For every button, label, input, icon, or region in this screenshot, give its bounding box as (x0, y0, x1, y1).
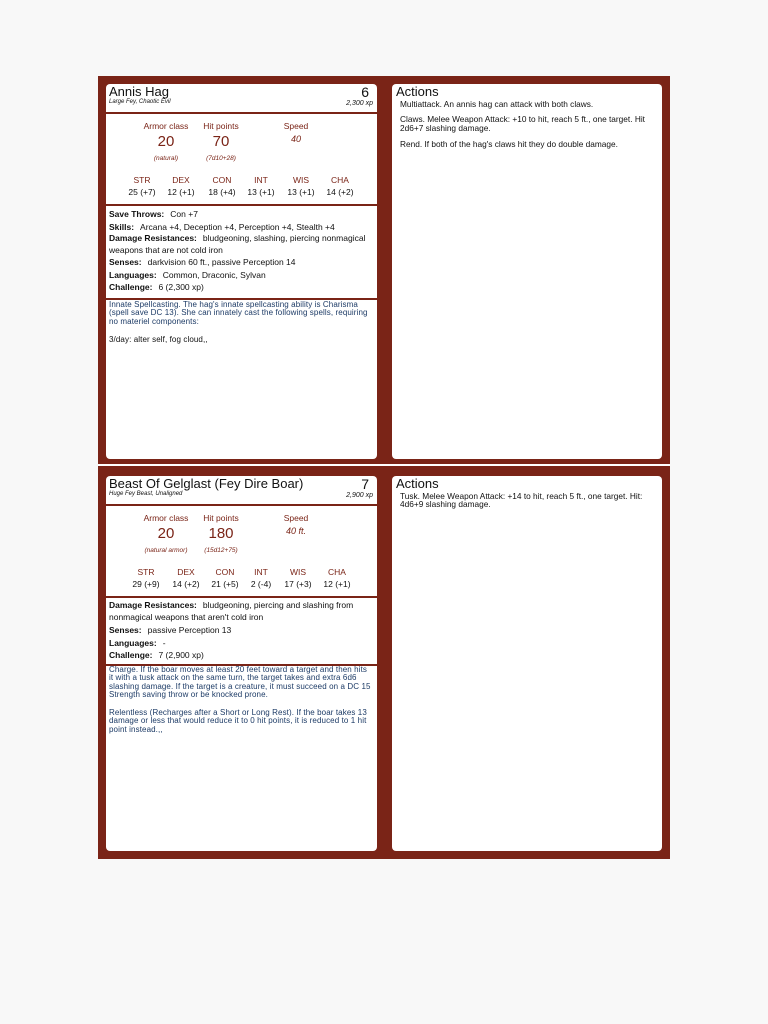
ability-label-cha: CHA (331, 175, 349, 185)
armor-class-value: 20 (157, 133, 175, 150)
ability-label-con: CON (212, 175, 232, 185)
ability-label-int: INT (254, 175, 268, 185)
armor-class-label: Armor class (143, 121, 189, 131)
property-row: Languages: Common, Draconic, Sylvan (109, 269, 266, 280)
trait-text: Relentless (Recharges after a Short or Long Rest). If the boar takes 13 damage or less that would reduce it to 0 hit points, it is reduced to 1 hit point instead.,, (109, 708, 367, 734)
ability-label-dex: DEX (172, 175, 190, 185)
ability-value-cha: 12 (+1) (323, 579, 351, 589)
monster-name: Annis Hag (109, 84, 169, 99)
speed-value: 40 (290, 134, 301, 144)
property-row: Senses: passive Perception 13 (109, 625, 232, 635)
ability-label-str: STR (137, 567, 155, 577)
armor-note: (natural) (153, 155, 179, 162)
hit-dice: (7d10+28) (206, 155, 236, 162)
actions-panel-1 (392, 84, 662, 459)
trait-text: Innate Spellcasting. The hag's innate spellcasting ability is Charisma (spell save DC 13). She can innately cast the following spells, requiring no materiel components: (109, 300, 368, 326)
property-row: Languages: - (109, 637, 166, 648)
properties-block (109, 600, 374, 662)
armor-note: (natural armor) (144, 547, 188, 554)
stat-panel-1 (106, 84, 377, 459)
divider (106, 204, 377, 206)
monster-type: Large Fey, Chaotic Evil (109, 99, 171, 105)
ability-value-str: 29 (+9) (132, 579, 160, 589)
action-text: Tusk. Melee Weapon Attack: +14 to hit, reach 5 ft., one target. Hit: 4d6+9 slashing damage. (400, 491, 643, 510)
trait-text: 3/day: alter self, fog cloud,, (109, 334, 208, 344)
action-text: Multiattack. An annis hag can attack with both claws. (400, 99, 594, 109)
traits-block (109, 301, 373, 344)
actions-list (400, 100, 654, 155)
actions-panel-2 (392, 476, 662, 851)
speed-label: Speed (283, 513, 309, 523)
hit-points-value: 70 (212, 133, 230, 150)
actions-title: Actions (396, 476, 439, 491)
property-row: Senses: darkvision 60 ft., passive Perception 14 (109, 257, 296, 268)
divider (106, 596, 377, 598)
ability-value-cha: 14 (+2) (326, 187, 354, 197)
ability-value-int: 2 (-4) (250, 579, 272, 589)
traits-block (109, 666, 373, 734)
trait-text: Charge. If the boar moves at least 20 feet toward a target and then hits it with a tusk attack on the same turn, the target takes and extra 6d6 slashing damage. If the target is a creature, it must succeed on a DC 15 Strength saving throw or be knocked prone. (109, 665, 371, 699)
monster-name: Beast Of Gelglast (Fey Dire Boar) (109, 476, 304, 491)
challenge-rating: 7 (361, 476, 369, 492)
divider (106, 112, 377, 114)
ability-value-wis: 17 (+3) (284, 579, 312, 589)
property-row: Damage Resistances: bludgeoning, slashing, piercing nonmagical weapons that are not cold iron (109, 233, 366, 255)
property-row: Skills: Arcana +4, Deception +4, Perception +4, Stealth +4 (109, 221, 335, 232)
armor-class-value: 20 (157, 525, 175, 542)
ability-label-cha: CHA (328, 567, 346, 577)
ability-label-wis: WIS (289, 567, 307, 577)
xp-value: 2,300 xp (346, 100, 373, 107)
speed-value: 40 ft. (285, 526, 306, 536)
ability-value-str: 25 (+7) (128, 187, 156, 197)
divider (106, 504, 377, 506)
ability-label-dex: DEX (177, 567, 195, 577)
action-text: Claws. Melee Weapon Attack: +10 to hit, reach 5 ft., one target. Hit 2d6+7 slashing damage. (400, 114, 645, 133)
challenge-rating: 6 (361, 84, 369, 100)
ability-label-con: CON (215, 567, 235, 577)
hit-points-label: Hit points (203, 121, 239, 131)
stat-panel-2 (106, 476, 377, 851)
action-text: Rend. If both of the hag's claws hit they do double damage. (400, 138, 618, 149)
ability-value-con: 18 (+4) (208, 187, 236, 197)
ability-value-con: 21 (+5) (211, 579, 239, 589)
ability-label-wis: WIS (292, 175, 310, 185)
xp-value: 2,900 xp (346, 492, 373, 499)
properties-block (109, 208, 374, 294)
ability-value-wis: 13 (+1) (287, 187, 315, 197)
hit-dice: (15d12+75) (204, 547, 238, 554)
actions-list (400, 492, 654, 516)
ability-value-dex: 12 (+1) (167, 187, 195, 197)
monster-type: Huge Fey Beast, Unaligned (109, 491, 183, 497)
card-sheet (98, 76, 670, 859)
property-row: Challenge: 7 (2,900 xp) (109, 650, 204, 661)
card-separator (98, 464, 670, 466)
ability-value-int: 13 (+1) (247, 187, 275, 197)
ability-label-str: STR (133, 175, 151, 185)
ability-label-int: INT (254, 567, 268, 577)
ability-value-dex: 14 (+2) (172, 579, 200, 589)
property-row: Save Throws: Con +7 (109, 209, 198, 219)
speed-label: Speed (283, 121, 309, 131)
property-row: Challenge: 6 (2,300 xp) (109, 282, 204, 293)
property-row: Damage Resistances: bludgeoning, piercing and slashing from nonmagical weapons that aren't cold iron (109, 600, 354, 622)
hit-points-label: Hit points (203, 513, 239, 523)
actions-title: Actions (396, 84, 439, 99)
hit-points-value: 180 (208, 525, 234, 542)
armor-class-label: Armor class (143, 513, 189, 523)
